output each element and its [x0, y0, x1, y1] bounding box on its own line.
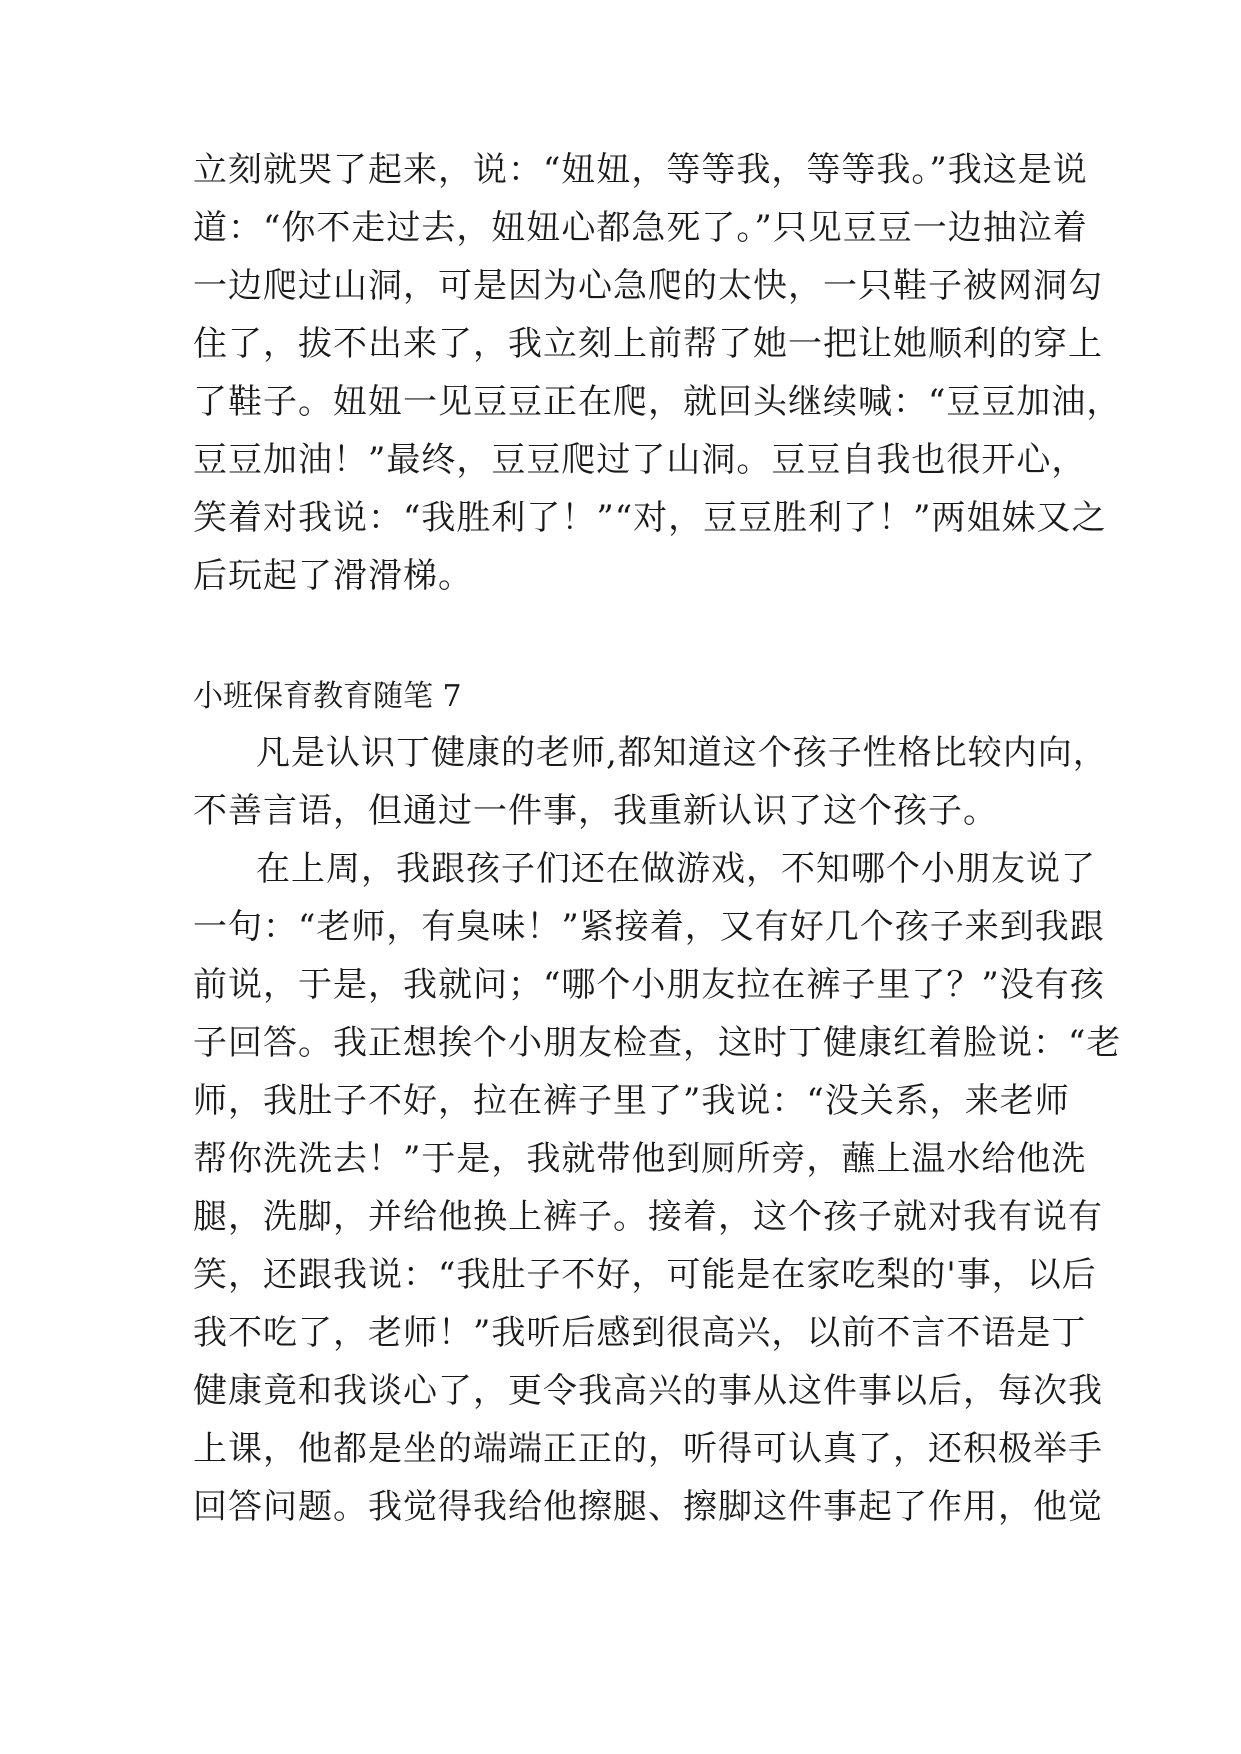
- section-heading: 小班保育教育随笔 7: [193, 679, 462, 714]
- paragraph-line: 在上周，我跟孩子们还在做游戏，不知哪个小朋友说了: [256, 849, 1096, 889]
- paragraph-line: 道：“你不走过去，妞妞心都急死了。”只见豆豆一边抽泣着: [193, 208, 1088, 248]
- paragraph-line: 回答问题。我觉得我给他擦腿、擦脚这件事起了作用，他觉: [193, 1487, 1103, 1527]
- paragraph-line: 一边爬过山洞，可是因为心急爬的太快，一只鞋子被网洞勾: [193, 266, 1103, 306]
- paragraph-line: 子回答。我正想挨个小朋友检查，这时丁健康红着脸说：“老: [193, 1023, 1122, 1063]
- paragraph-line: 健康竟和我谈心了，更令我高兴的事从这件事以后，每次我: [193, 1371, 1103, 1411]
- paragraph-line: 后玩起了滑滑梯。: [193, 556, 473, 596]
- paragraph-line: 了鞋子。妞妞一见豆豆正在爬，就回头继续喊：“豆豆加油，: [193, 382, 1122, 422]
- paragraph-line: 腿，洗脚，并给他换上裤子。接着，这个孩子就对我有说有: [193, 1197, 1103, 1237]
- paragraph-line: 不善言语，但通过一件事，我重新认识了这个孩子。: [193, 791, 998, 831]
- paragraph-line: 上课，他都是坐的端端正正的，听得可认真了，还积极举手: [193, 1429, 1103, 1469]
- paragraph-line: 师，我肚子不好，拉在裤子里了”我说：“没关系，来老师: [193, 1081, 1070, 1121]
- paragraph-line: 凡是认识丁健康的老师,都知道这个孩子性格比较内向，: [256, 733, 1108, 773]
- paragraph-line: 笑，还跟我说：“我肚子不好，可能是在家吃梨的'事，以后: [193, 1255, 1097, 1295]
- paragraph-line: 笑着对我说：“我胜利了！”“对，豆豆胜利了！”两姐妹又之: [193, 498, 1107, 538]
- paragraph-line: 豆豆加油！”最终，豆豆爬过了山洞。豆豆自我也很开心，: [193, 440, 1087, 480]
- paragraph-line: 一句：“老师，有臭味！”紧接着，又有好几个孩子来到我跟: [193, 907, 1105, 947]
- paragraph-line: 立刻就哭了起来，说：“妞妞，等等我，等等我。”我这是说: [193, 150, 1088, 190]
- paragraph-line: 我不吃了，老师！”我听后感到很高兴，以前不言不语是丁: [193, 1313, 1087, 1353]
- paragraph-line: 住了，拔不出来了，我立刻上前帮了她一把让她顺利的穿上: [193, 324, 1103, 364]
- paragraph-line: 帮你洗洗去！”于是，我就带他到厕所旁，蘸上温水给他洗: [193, 1139, 1087, 1179]
- paragraph-line: 前说，于是，我就问；“哪个小朋友拉在裤子里了？”没有孩: [193, 965, 1105, 1005]
